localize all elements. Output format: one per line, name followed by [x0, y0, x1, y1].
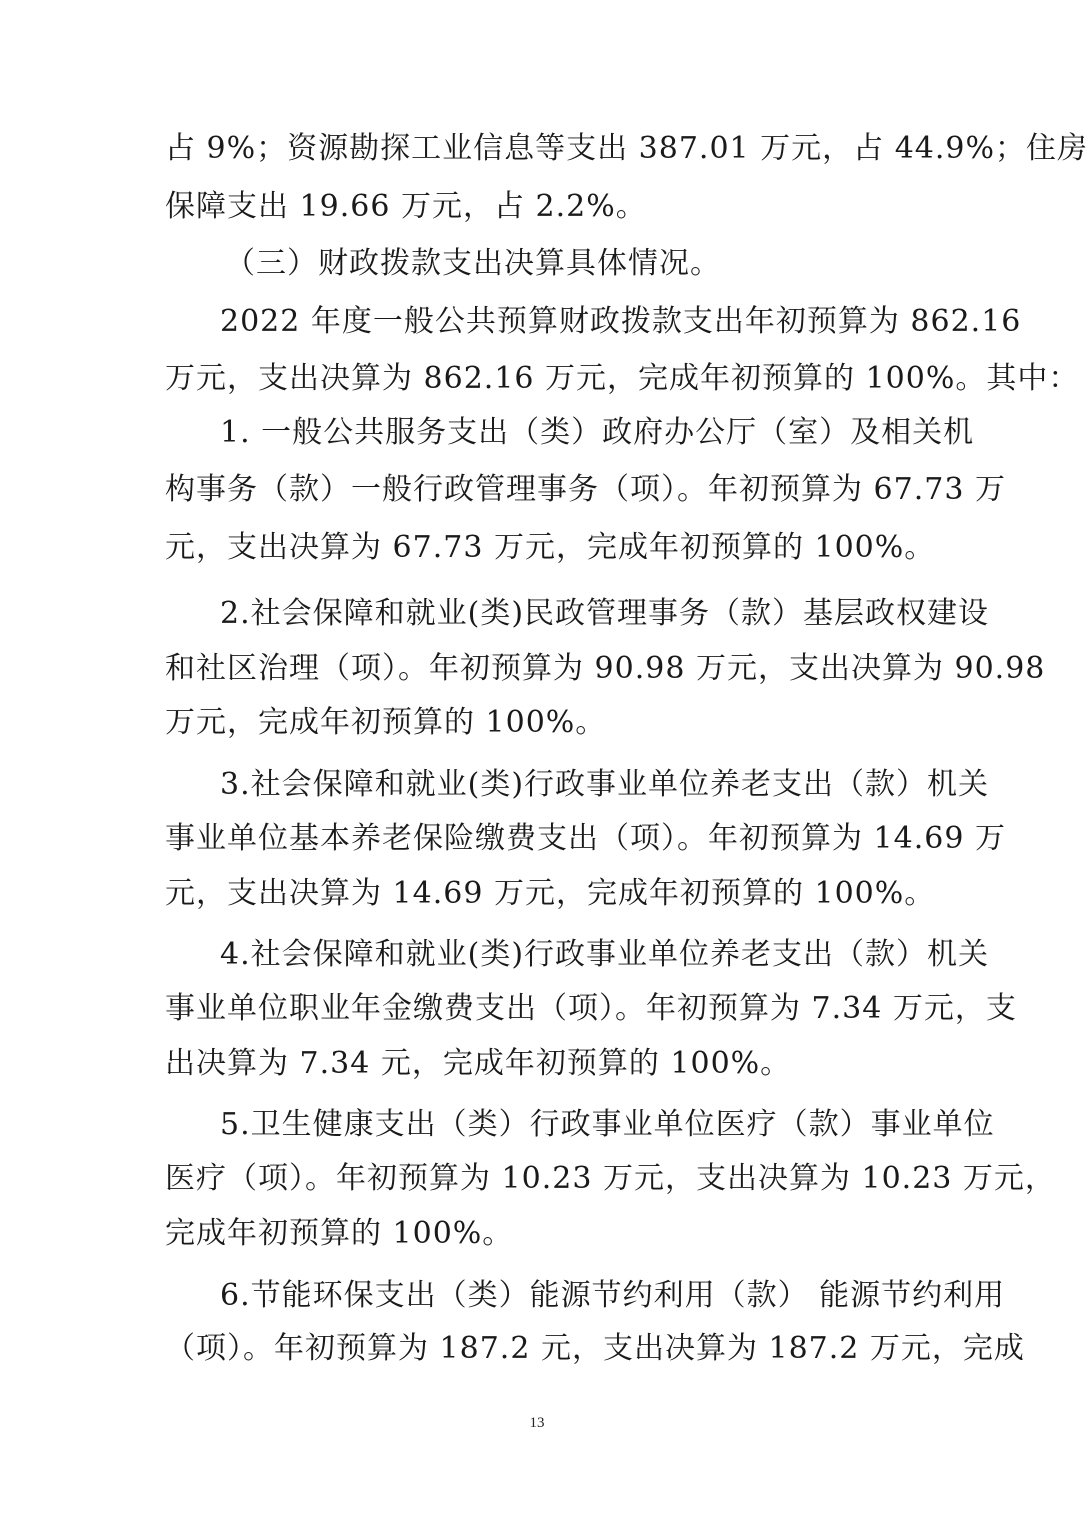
text-line: 构事务（款）一般行政管理事务（项）。年初预算为 67.73 万	[165, 472, 1006, 507]
text-line: 4.社会保障和就业(类)行政事业单位养老支出（款）机关	[220, 937, 990, 972]
text-line: 6.节能环保支出（类）能源节约利用（款） 能源节约利用	[220, 1278, 1006, 1313]
text-line: 占 9%；资源勘探工业信息等支出 387.01 万元，占 44.9%；住房	[165, 131, 1088, 166]
text-line: 1. 一般公共服务支出（类）政府办公厅（室）及相关机	[220, 415, 975, 450]
page-number: 13	[529, 1415, 545, 1431]
text-line: 元，支出决算为 67.73 万元，完成年初预算的 100%。	[165, 530, 936, 565]
text-line: 万元，完成年初预算的 100%。	[165, 705, 607, 740]
text-line: 医疗（项）。年初预算为 10.23 万元，支出决算为 10.23 万元，	[165, 1161, 1056, 1196]
text-line: 元，支出决算为 14.69 万元，完成年初预算的 100%。	[165, 876, 936, 911]
text-line: 出决算为 7.34 元，完成年初预算的 100%。	[165, 1046, 792, 1081]
text-line: （项）。年初预算为 187.2 元，支出决算为 187.2 万元，完成	[165, 1331, 1025, 1366]
text-line: 2022 年度一般公共预算财政拨款支出年初预算为 862.16	[220, 304, 1022, 339]
text-line: 事业单位职业年金缴费支出（项）。年初预算为 7.34 万元，支	[165, 991, 1017, 1026]
text-line: 和社区治理（项）。年初预算为 90.98 万元，支出决算为 90.98	[165, 651, 1046, 686]
text-line: 3.社会保障和就业(类)行政事业单位养老支出（款）机关	[220, 767, 990, 802]
text-line: 2.社会保障和就业(类)民政管理事务（款）基层政权建设	[220, 596, 990, 631]
text-line: 万元，支出决算为 862.16 万元，完成年初预算的 100%。其中：	[165, 361, 1080, 396]
text-line: 保障支出 19.66 万元，占 2.2%。	[165, 189, 647, 224]
text-line: 完成年初预算的 100%。	[165, 1216, 514, 1251]
text-line: 事业单位基本养老保险缴费支出（项）。年初预算为 14.69 万	[165, 821, 1006, 856]
section-heading: （三）财政拨款支出决算具体情况。	[225, 246, 721, 281]
text-line: 5.卫生健康支出（类）行政事业单位医疗（款）事业单位	[220, 1107, 995, 1142]
